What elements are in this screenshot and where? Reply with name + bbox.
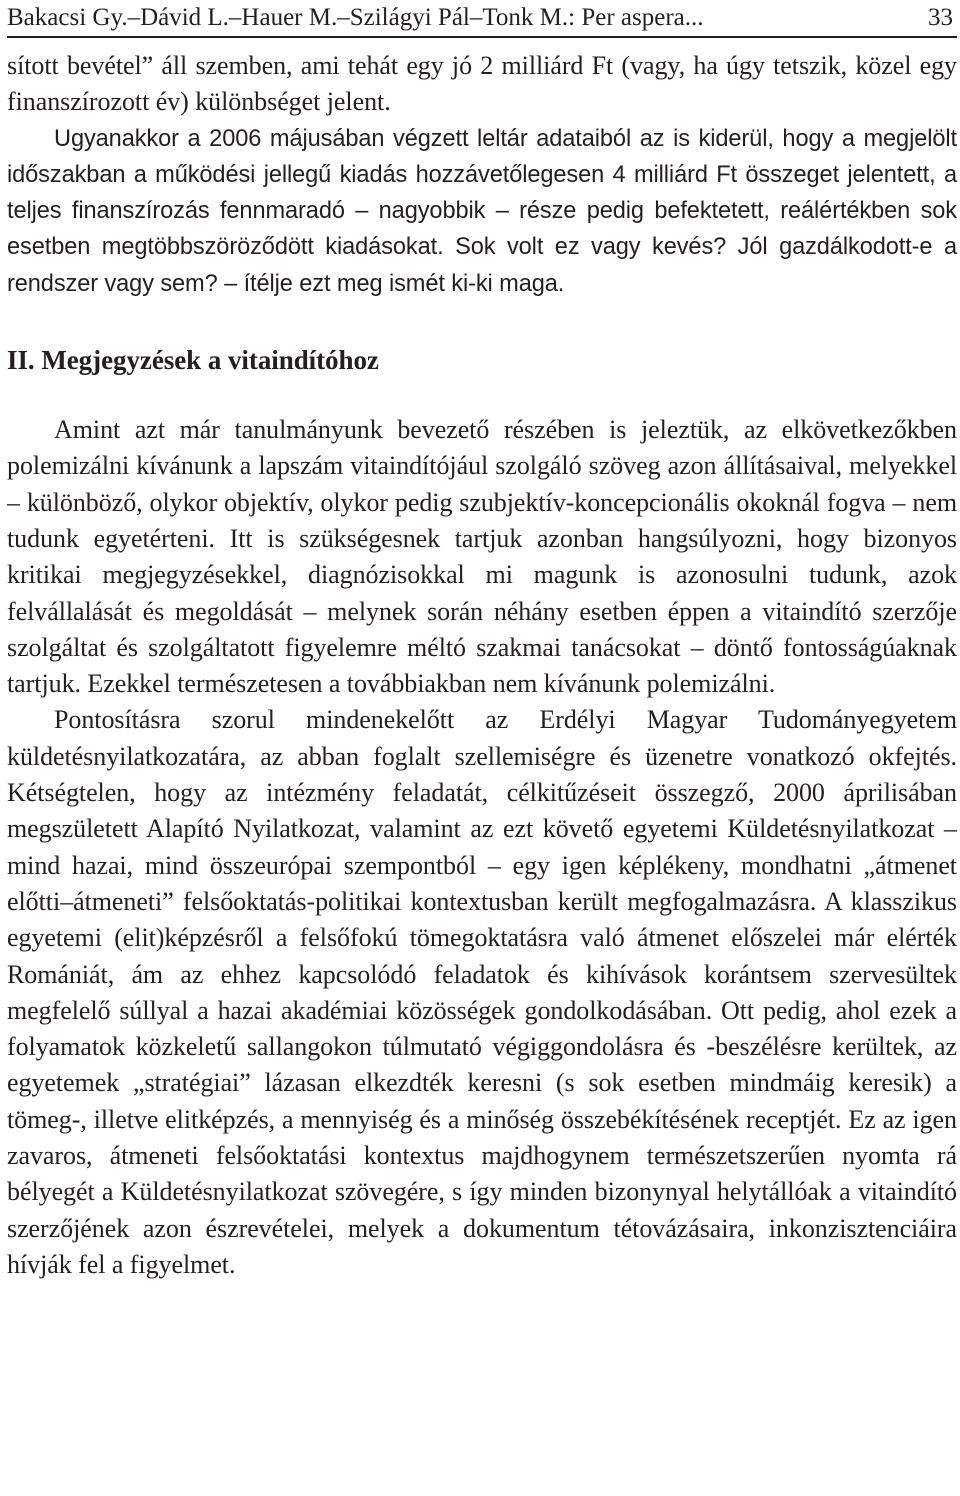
running-header xyxy=(7,0,957,38)
running-header-authors: Bakacsi Gy.–Dávid L.–Hauer M.–Szilágyi Pál–Tonk M.: Per aspera... xyxy=(7,4,704,31)
section-heading: II. Megjegyzések a vitaindítóhoz xyxy=(7,345,379,376)
document-page xyxy=(7,0,957,1283)
paragraph: Amint azt már tanulmányunk bevezető részében is jeleztük, az elkövetkezőkben polemizálni kívánunk a lapszám vitaindítójául szolgáló szöveg azon állításaival, melyekkel – különböző, olykor objektív, olykor pedig szubjektív-koncepcionális okoknál fogva – nem tudunk egyetérteni. Itt is szükségesnek tartjuk azonban hangsúlyozni, hogy bizonyos kritikai megjegyzésekkel, diagnózisokkal mi magunk is azonosulni tudunk, azok felvállalását és megoldását – melynek során néhány esetben éppen a vitaindító szerzője szolgáltat és szolgáltatott figyelemre méltó szakmai tanácsokat – döntő fontosságúaknak tartjuk. Ezekkel természetesen a továbbiakban nem kívánunk polemizálni. xyxy=(7,415,957,699)
page-body xyxy=(7,48,957,1283)
page-number: 33 xyxy=(928,4,953,31)
paragraph: Ugyanakkor a 2006 májusában végzett leltár adataiból az is kiderül, hogy a megjelölt időszakban a működési jellegű kiadás hozzávetőlegesen 4 milliárd Ft összeget jelentett, a teljes finanszírozás fennmaradó – nagyobbik – része pedig befektetett, reálértékben sok esetben megtöbbszöröződött kiadásokat. Sok volt ez vagy kevés? Jól gazdálkodott-e a rendszer vagy sem? – ítélje ezt meg ismét ki-ki maga. xyxy=(7,125,957,297)
paragraph-continued: sított bevétel” áll szemben, ami tehát egy jó 2 milliárd Ft (vagy, ha úgy tetszik, közel egy finanszírozott év) különbséget jelent. xyxy=(7,51,957,117)
paragraph: Pontosításra szorul mindenekelőtt az Erdélyi Magyar Tudományegyetem küldetésnyilatkozatára, az abban foglalt szellemiségre és üzenetre vonatkozó okfejtés. Kétségtelen, hogy az intézmény feladatát, célkitűzéseit összegző, 2000 áprilisában megszületett Alapító Nyilatkozat, valamint az ezt követő egyetemi Küldetésnyilatkozat – mind hazai, mind összeurópai szempontból – egy igen képlékeny, mondhatni „átmenet előtti–átmeneti” felsőoktatás-politikai kontextusban került megfogalmazásra. A klasszikus egyetemi (elit)képzésről a felsőfokú tömegoktatásra való átmenet előszelei már elérték Romániát, ám az ehhez kapcsolódó feladatok és kihívások korántsem szervesültek megfelelő súllyal a hazai akadémiai közösségek gondolkodásában. Ott pedig, ahol ezek a folyamatok közkeletű sallangokon túlmutató végiggondolásra és -beszélésre kerültek, az egyetemek „stratégiai” lázasan elkezdték keresni (s sok esetben mindmáig keresik) a tömeg-, illetve elitképzés, a mennyiség és a minőség összebékítésének receptjét. Ez az igen zavaros, átmeneti felsőoktatási kontextus majdhogynem természetszerűen nyomta rá bélyegét a Küldetésnyilatkozat szövegére, s így minden bizonynyal helytállóak a vitaindító szerzőjének azon észrevételei, melyek a dokumentum tétovázásaira, inkonzisztenciáira hívják fel a figyelmet. xyxy=(7,705,957,1279)
